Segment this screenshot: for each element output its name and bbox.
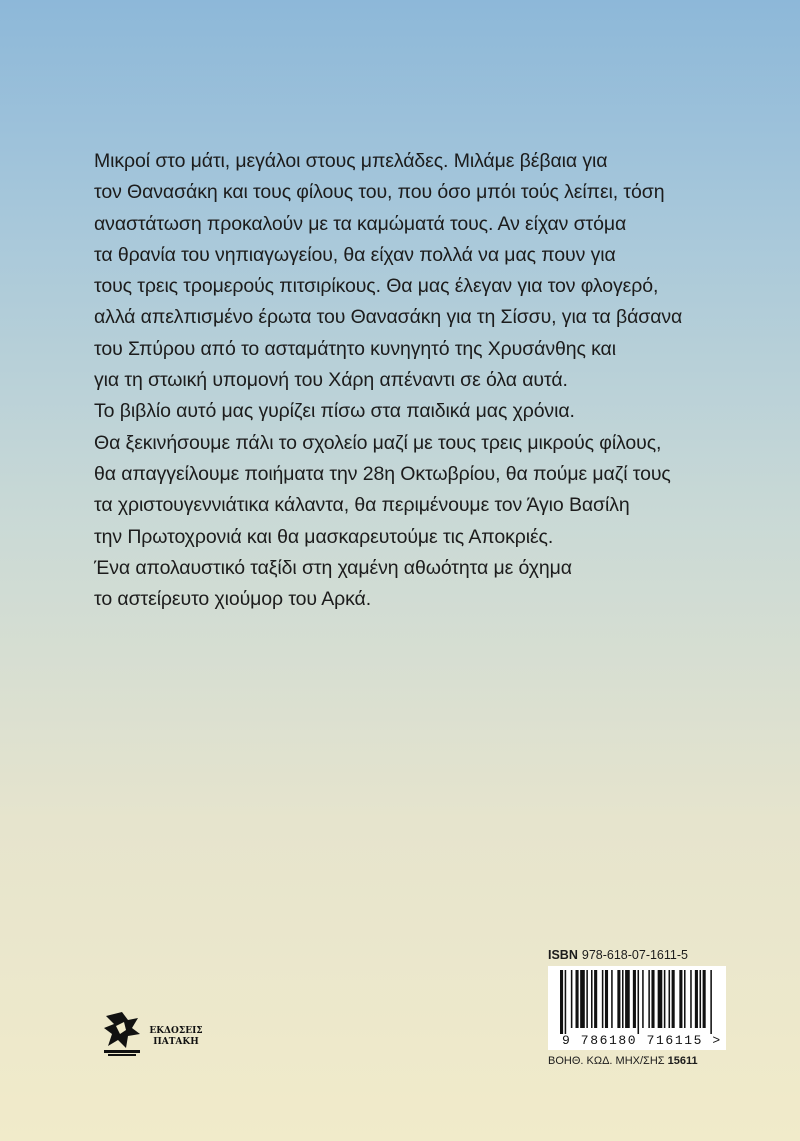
isbn-block xyxy=(548,948,728,1067)
barcode-bar xyxy=(690,970,692,1028)
blurb-line: αναστάτωση προκαλούν με τα καμώματά τους. Αν είχαν στόμα xyxy=(94,212,627,235)
publisher-line-1: ΕΚΔΟΣΕΙΣ xyxy=(149,1026,203,1036)
barcode-bar xyxy=(703,970,706,1028)
internal-code-label: ΒΟΗΘ. ΚΩΔ. ΜΗΧ/ΣΗΣ xyxy=(548,1055,665,1067)
blurb-line: το αστείρευτο χιούμορ του Αρκά. xyxy=(94,588,372,611)
barcode-digits: 9 786180 716115 > xyxy=(562,1033,722,1048)
publisher-line-2: ΠΑΤΑΚΗ xyxy=(153,1037,199,1047)
barcode-bar xyxy=(565,970,567,1034)
internal-code-line xyxy=(548,1055,728,1067)
isbn-label: ISBN xyxy=(548,948,578,962)
barcode-bar xyxy=(664,970,666,1028)
barcode-bar xyxy=(633,970,636,1028)
barcode-bar xyxy=(625,970,630,1028)
blurb-line: Θα ξεκινήσουμε πάλι το σχολείο μαζί με τους τρεις μικρούς φίλους, xyxy=(94,431,662,454)
barcode-bar xyxy=(695,970,698,1028)
blurb-text xyxy=(94,146,734,615)
barcode-bar xyxy=(669,970,671,1028)
barcode-bar xyxy=(651,970,654,1028)
publisher-name xyxy=(144,1026,208,1048)
barcode-bar xyxy=(648,970,650,1028)
isbn-line xyxy=(548,948,728,962)
internal-code-number: 15611 xyxy=(667,1055,698,1067)
barcode-bar xyxy=(622,970,624,1028)
blurb-line: του Σπύρου από το ασταμάτητο κυνηγητό της Χρυσάνθης και xyxy=(94,337,616,360)
barcode-bar xyxy=(617,970,620,1028)
blurb-line: τα θρανία του νηπιαγωγείου, θα είχαν πολλά να μας πουν για xyxy=(94,243,616,266)
barcode-bar xyxy=(560,970,563,1034)
barcode-bar xyxy=(638,970,640,1034)
barcode-bar xyxy=(586,970,588,1028)
barcode-bar xyxy=(594,970,597,1028)
blurb-line: για τη στωική υπομονή του Χάρη απέναντι σε όλα αυτά. xyxy=(94,369,568,392)
blurb-line: Μικροί στο μάτι, μεγάλοι στους μπελάδες. Μιλάμε βέβαια για xyxy=(94,150,608,172)
blurb-line: τα χριστουγεννιάτικα κάλαντα, θα περιμένουμε τον Άγιο Βασίλη xyxy=(94,494,630,517)
blurb-line: τους τρεις τρομερούς πιτσιρίκους. Θα μας έλεγαν για τον φλογερό, xyxy=(94,275,659,298)
blurb-line: Το βιβλίο αυτό μας γυρίζει πίσω στα παιδικά μας χρόνια. xyxy=(94,400,575,423)
barcode-bar xyxy=(700,970,702,1028)
barcode-bar xyxy=(591,970,593,1028)
barcode-bar xyxy=(576,970,579,1028)
barcode-bar xyxy=(658,970,663,1028)
barcode-bar xyxy=(602,970,604,1028)
isbn-number: 978-618-07-1611-5 xyxy=(581,948,688,962)
publisher-logo-icon xyxy=(102,1010,144,1058)
barcode-bars xyxy=(548,966,726,1034)
barcode-bar xyxy=(611,970,613,1028)
barcode-bar xyxy=(672,970,675,1028)
blurb-line: Ένα απολαυστικό ταξίδι στη χαμένη αθωότητα με όχημα xyxy=(94,556,572,579)
barcode-bar xyxy=(580,970,585,1028)
publisher-logo xyxy=(102,1010,217,1058)
barcode-bar xyxy=(642,970,644,1028)
barcode-bar xyxy=(605,970,608,1028)
blurb-line: τον Θανασάκη και τους φίλους του, που όσο μπόι τούς λείπει, τόση xyxy=(94,181,665,204)
barcode-bar xyxy=(679,970,682,1028)
barcode xyxy=(548,966,726,1050)
barcode-bar xyxy=(571,970,573,1028)
barcode-bar xyxy=(710,970,712,1034)
blurb-line: θα απαγγείλουμε ποιήματα την 28η Οκτωβρίου, θα πούμε μαζί τους xyxy=(94,462,671,485)
blurb-line: την Πρωτοχρονιά και θα μασκαρευτούμε τις Αποκριές. xyxy=(94,525,554,548)
blurb-line: αλλά απελπισμένο έρωτα του Θανασάκη για τη Σίσσυ, για τα βάσανα xyxy=(94,306,683,329)
barcode-bar xyxy=(684,970,686,1028)
